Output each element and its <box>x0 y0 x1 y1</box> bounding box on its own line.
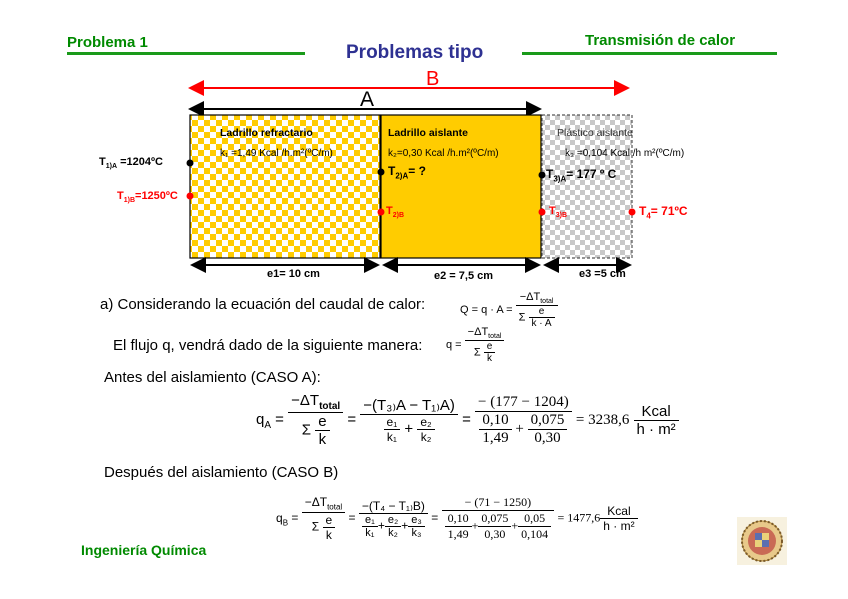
t3a-label: $T_{3)A}= 177$ º C <box>546 167 617 184</box>
case-b-heading: Después del aislamiento (CASO B) <box>104 464 339 481</box>
t2b-point <box>378 209 385 216</box>
flux-formula: q = $-\Delta T_{total}$ Σ $\frac{e}{k}$ <box>446 326 504 364</box>
t1b-label: $T_{1)B}=1250ºC$ <box>117 190 178 205</box>
header-topic-label: Transmisión de calor <box>585 32 736 49</box>
layer2-conductivity: k₂=0,30 Kcal /h.m²(ºC/m) <box>388 148 499 159</box>
heat-flow-formula: Q = q · A = $-\Delta T_{total}$ Σ $\frac{e}{k \cdot A}$ <box>460 291 558 329</box>
page-title: Problemas tipo <box>346 42 484 63</box>
case-a-equation: $q_A$ = $-\Delta T_{total}$ Σ $\frac{e}{k}$ = −(T₃₎A − T₁₎A) $\frac{\text{e₁}}{\text{k₁}}$ + $\frac{\text{e₂}}{\text{k₂}}$ = − (177 − 1204) $\frac{0,10}{1,49}$ + $\frac{0,075}{0,30}$ = 3238,6 $\frac{\text{Kcal}}{\text{h · m²}}$ <box>256 392 679 448</box>
layer3-name: Plástico aislante <box>557 127 633 139</box>
heat-flow-intro: a) Considerando la ecuación del caudal de calor: <box>100 296 426 313</box>
dimension-a-label: A <box>360 88 375 111</box>
header-problem-label: Problema 1 <box>67 34 148 51</box>
t1a-point <box>187 160 194 167</box>
qb-symbol: $q_B$ <box>276 510 289 528</box>
qa-symbol: $q_A$ <box>256 410 272 431</box>
thickness-e2-label: e2 = 7,5 cm <box>434 270 494 282</box>
university-seal-icon <box>737 517 787 565</box>
case-b-equation: $q_B$ = $-\Delta T_{total}$ Σ $\frac{e}{k}$ = −(T₄ − T₁₎B) $\frac{\text{e₁}}{\text{k₁}}$ + $\frac{\text{e₂}}{\text{k₂}}$ + $\frac{\text{e₃}}{\text{k₃}}$ = − (71 − 1250) $\frac{0,10}{1,49}$ + $\frac{0,075}{0,30}$ + $\frac{0,05}{0,104}$ = 1477,6 $\frac{\text{Kcal}}{\text{h · m²}}$ <box>276 495 638 542</box>
thickness-e1-label: e1= 10 cm <box>267 268 320 280</box>
footer-department: Ingeniería Química <box>81 542 207 558</box>
t2a-label: $T_{2)A}=$ ? <box>388 164 426 181</box>
dimension-b-label: B <box>426 68 440 90</box>
layer3-conductivity: k₃ =0,104 Kcal /h m²(ºC/m) <box>565 148 685 159</box>
t1b-point <box>187 193 194 200</box>
t3b-label: $T_{3)B}$ <box>549 205 568 220</box>
t3b-point <box>539 209 546 216</box>
thickness-e3-label: e3 =5 cm <box>579 268 626 280</box>
t3a-point <box>539 172 546 179</box>
layer1-conductivity: k₁ =1,49 Kcal /h.m²(ºC/m) <box>220 148 333 159</box>
case-a-heading: Antes del aislamiento (CASO A): <box>104 369 321 386</box>
layer1-name: Ladrillo refractario <box>220 127 313 139</box>
t1a-label: $T_{1)A}$ =1204ºC <box>99 156 163 171</box>
t2a-point <box>378 169 385 176</box>
layer2-name: Ladrillo aislante <box>388 127 468 139</box>
t4-label: $T_4=$ 71ºC <box>639 204 688 221</box>
t2b-label: $T_{2)B}$ <box>386 205 405 220</box>
flux-intro: El flujo q, vendrá dado de la siguiente manera: <box>113 337 423 354</box>
t4-point <box>629 209 636 216</box>
